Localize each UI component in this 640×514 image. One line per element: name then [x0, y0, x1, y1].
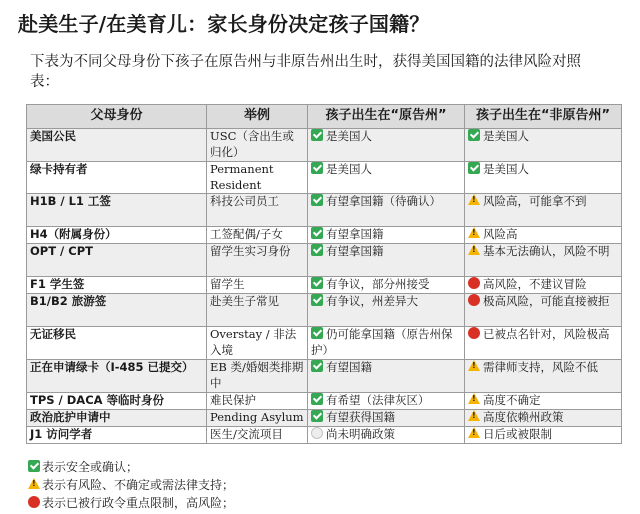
header-example: 举例 [207, 105, 308, 129]
red-circle-icon [468, 327, 480, 339]
warning-triangle-icon [28, 478, 40, 489]
cell-plaintiff-state [308, 327, 465, 360]
green-check-icon [311, 162, 323, 174]
cell-status-text: 仍可能拿国籍（原告州保护） [311, 327, 453, 357]
cell-status-text: 高风险，不建议冒险 [483, 277, 587, 291]
table-row [27, 410, 622, 427]
cell-status-text: 高度依赖州政策 [483, 410, 564, 424]
cell-plaintiff-state [308, 194, 465, 227]
cell-parent-status: 美国公民 [27, 129, 207, 162]
cell-example: 留学生 [207, 277, 308, 294]
table-row [27, 129, 622, 162]
cell-status-text: 基本无法确认，风险不明 [483, 244, 610, 258]
cell-non-plaintiff-state [465, 410, 622, 427]
cell-status-text: 有望拿国籍（待确认） [326, 194, 441, 208]
green-check-icon [311, 194, 323, 206]
cell-plaintiff-state [308, 410, 465, 427]
table-row [27, 277, 622, 294]
cell-non-plaintiff-state [465, 227, 622, 244]
cell-status-text: 风险高，可能拿不到 [483, 194, 587, 208]
cell-status-text: 有望国籍 [326, 360, 372, 374]
green-check-icon [311, 129, 323, 141]
cell-plaintiff-state [308, 360, 465, 393]
cell-plaintiff-state [308, 393, 465, 410]
green-check-icon [468, 129, 480, 141]
cell-status-text: 风险高 [483, 227, 518, 241]
cell-status-text: 有望拿国籍 [326, 244, 384, 258]
warning-triangle-icon [468, 427, 480, 438]
cell-non-plaintiff-state [465, 294, 622, 327]
cell-example: Overstay / 非法入境 [207, 327, 308, 360]
cell-plaintiff-state [308, 294, 465, 327]
warning-triangle-icon [468, 227, 480, 238]
cell-parent-status: 正在申请绿卡（I-485 已提交） [27, 360, 207, 393]
table-row [27, 327, 622, 360]
red-circle-icon [468, 294, 480, 306]
legend-item [28, 458, 234, 476]
cell-example: EB 类/婚姻类排期中 [207, 360, 308, 393]
cell-non-plaintiff-state [465, 360, 622, 393]
cell-non-plaintiff-state [465, 244, 622, 277]
header-parent-status: 父母身份 [27, 105, 207, 129]
table-row [27, 360, 622, 393]
green-check-icon [311, 244, 323, 256]
cell-example: Permanent Resident [207, 162, 308, 194]
status-risk-table [26, 104, 622, 444]
cell-parent-status: 绿卡持有者 [27, 162, 207, 194]
green-check-icon [311, 277, 323, 289]
cell-non-plaintiff-state [465, 427, 622, 444]
cell-example: Pending Asylum [207, 410, 308, 427]
cell-status-text: 有争议，州差异大 [326, 294, 418, 308]
green-check-icon [311, 294, 323, 306]
white-circle-icon [311, 427, 323, 439]
warning-triangle-icon [468, 410, 480, 421]
cell-parent-status: 无证移民 [27, 327, 207, 360]
legend-item [28, 476, 234, 494]
red-circle-icon [468, 277, 480, 289]
cell-parent-status: TPS / DACA 等临时身份 [27, 393, 207, 410]
legend [28, 458, 234, 512]
green-check-icon [311, 410, 323, 422]
cell-example: 工签配偶/子女 [207, 227, 308, 244]
cell-non-plaintiff-state [465, 194, 622, 227]
green-check-icon [311, 393, 323, 405]
intro-paragraph: 下表为不同父母身份下孩子在原告州与非原告州出生时，获得美国国籍的法律风险对照表： [30, 54, 581, 90]
warning-triangle-icon [468, 360, 480, 371]
cell-non-plaintiff-state [465, 393, 622, 410]
cell-example: 赴美生子常见 [207, 294, 308, 327]
table-row [27, 162, 622, 194]
cell-parent-status: J1 访问学者 [27, 427, 207, 444]
cell-plaintiff-state [308, 162, 465, 194]
cell-parent-status: F1 学生签 [27, 277, 207, 294]
page-title: 赴美生子/在美育儿：家长身份决定孩子国籍？ [18, 12, 430, 36]
table-row [27, 227, 622, 244]
cell-example: 科技公司员工 [207, 194, 308, 227]
cell-example: 医生/交流项目 [207, 427, 308, 444]
cell-status-text: 需律师支持，风险不低 [483, 360, 598, 374]
legend-text: 表示已被行政令重点限制，高风险； [42, 496, 235, 510]
cell-status-text: 是美国人 [326, 162, 372, 176]
cell-plaintiff-state [308, 277, 465, 294]
cell-status-text: 尚未明确政策 [326, 427, 395, 441]
cell-non-plaintiff-state [465, 129, 622, 162]
table-row [27, 294, 622, 327]
header-plaintiff-state: 孩子出生在“原告州” [308, 105, 465, 129]
warning-triangle-icon [468, 393, 480, 404]
cell-status-text: 有望拿国籍 [326, 227, 384, 241]
green-check-icon [468, 162, 480, 174]
green-check-icon [311, 360, 323, 372]
cell-non-plaintiff-state [465, 277, 622, 294]
table-row [27, 244, 622, 277]
cell-status-text: 日后或被限制 [483, 427, 552, 441]
cell-status-text: 有争议，部分州接受 [326, 277, 430, 291]
cell-status-text: 是美国人 [326, 129, 372, 143]
cell-status-text: 高度不确定 [483, 393, 541, 407]
green-check-icon [311, 227, 323, 239]
table-row [27, 194, 622, 227]
legend-text: 表示有风险、不确定或需法律支持； [42, 478, 235, 492]
green-check-icon [311, 327, 323, 339]
table-row [27, 393, 622, 410]
green-check-icon [28, 460, 40, 472]
cell-status-text: 极高风险，可能直接被拒 [483, 294, 610, 308]
legend-item [28, 494, 234, 512]
legend-text: 表示安全或确认； [42, 460, 139, 474]
cell-status-text: 是美国人 [483, 162, 529, 176]
table-header-row [27, 105, 622, 129]
cell-status-text: 有望获得国籍 [326, 410, 395, 424]
cell-parent-status: H4（附属身份） [27, 227, 207, 244]
cell-parent-status: OPT / CPT [27, 244, 207, 277]
cell-parent-status: B1/B2 旅游签 [27, 294, 207, 327]
cell-status-text: 是美国人 [483, 129, 529, 143]
cell-non-plaintiff-state [465, 327, 622, 360]
cell-plaintiff-state [308, 427, 465, 444]
cell-example: 难民保护 [207, 393, 308, 410]
cell-non-plaintiff-state [465, 162, 622, 194]
cell-plaintiff-state [308, 227, 465, 244]
warning-triangle-icon [468, 244, 480, 255]
table-row [27, 427, 622, 444]
warning-triangle-icon [468, 194, 480, 205]
cell-status-text: 有希望（法律灰区） [326, 393, 430, 407]
cell-plaintiff-state [308, 129, 465, 162]
cell-plaintiff-state [308, 244, 465, 277]
cell-example: USC（含出生或归化） [207, 129, 308, 162]
cell-example: 留学生实习身份 [207, 244, 308, 277]
red-circle-icon [28, 496, 40, 508]
header-non-plaintiff-state: 孩子出生在“非原告州” [465, 105, 622, 129]
cell-parent-status: H1B / L1 工签 [27, 194, 207, 227]
table-body [27, 129, 622, 444]
cell-parent-status: 政治庇护申请中 [27, 410, 207, 427]
cell-status-text: 已被点名针对，风险极高 [483, 327, 610, 341]
